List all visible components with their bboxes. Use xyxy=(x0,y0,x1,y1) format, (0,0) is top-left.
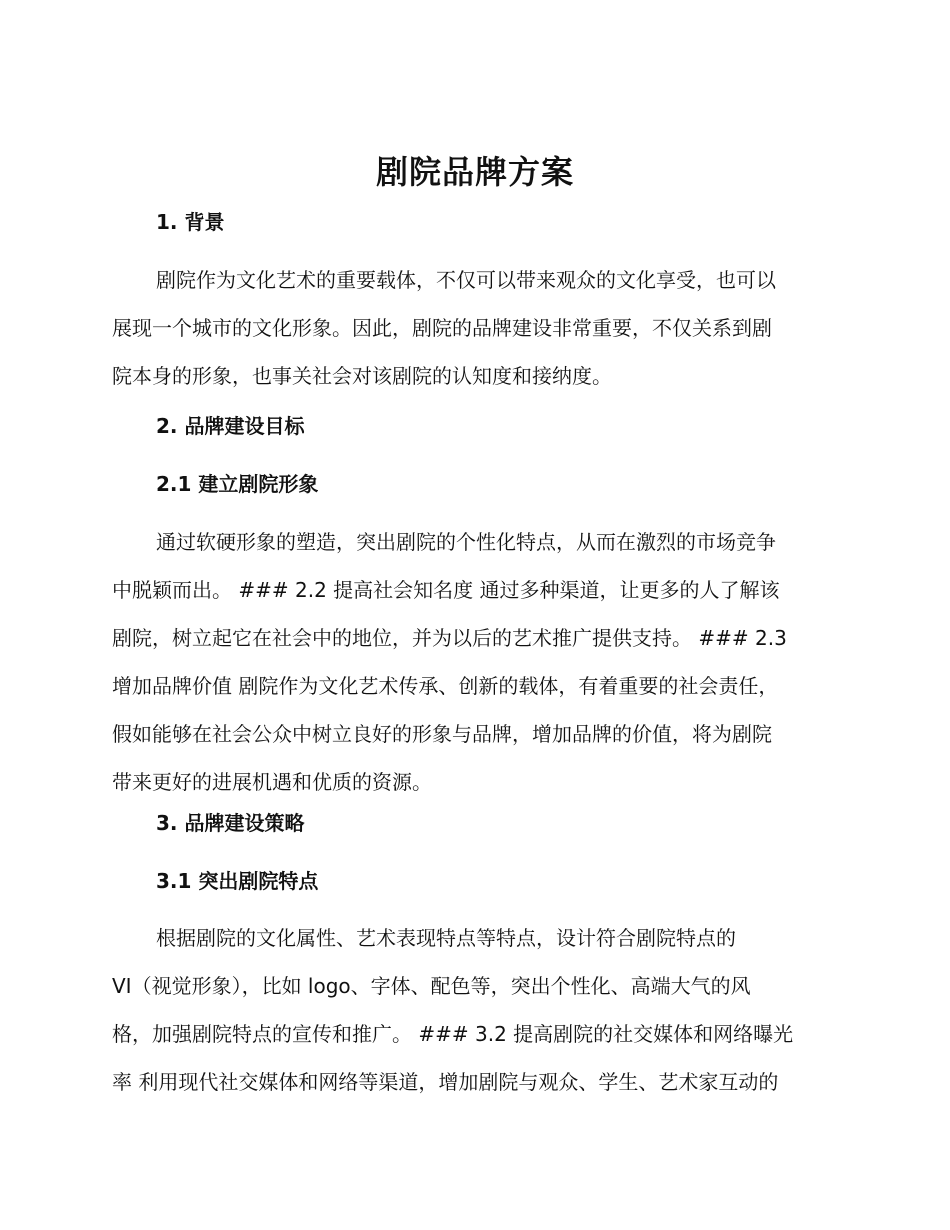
paragraph-line: 带来更好的进展机遇和优质的资源。 xyxy=(112,770,432,794)
section-heading-background: 1. 背景 xyxy=(156,210,225,234)
subsection-heading-build-image: 2.1 建立剧院形象 xyxy=(156,472,319,496)
paragraph-line: 假如能够在社会公众中树立良好的形象与品牌，增加品牌的价值，将为剧院 xyxy=(112,722,772,746)
subsection-heading-highlight-features: 3.1 突出剧院特点 xyxy=(156,869,319,893)
paragraph-line: 展现一个城市的文化形象。因此，剧院的品牌建设非常重要，不仅关系到剧 xyxy=(112,316,772,340)
paragraph-line: VI（视觉形象），比如 logo、字体、配色等，突出个性化、高端大气的风 xyxy=(112,974,751,998)
paragraph-build-image xyxy=(112,518,837,806)
paragraph-line: 剧院作为文化艺术的重要载体，不仅可以带来观众的文化享受，也可以 xyxy=(156,268,776,292)
paragraph-line: 率 利用现代社交媒体和网络等渠道，增加剧院与观众、学生、艺术家互动的 xyxy=(112,1070,779,1094)
paragraph-line: 增加品牌价值 剧院作为文化艺术传承、创新的载体，有着重要的社会责任， xyxy=(112,674,779,698)
paragraph-line: 中脱颖而出。 ### 2.2 提高社会知名度 通过多种渠道，让更多的人了解该 xyxy=(112,578,780,602)
paragraph-line: 剧院，树立起它在社会中的地位，并为以后的艺术推广提供支持。 ### 2.3 xyxy=(112,626,787,650)
section-heading-brand-goals: 2. 品牌建设目标 xyxy=(156,414,305,438)
paragraph-line: 格，加强剧院特点的宣传和推广。 ### 3.2 提高剧院的社交媒体和网络曝光 xyxy=(112,1022,794,1046)
paragraph-line: 院本身的形象，也事关社会对该剧院的认知度和接纳度。 xyxy=(112,364,612,388)
document-title: 剧院品牌方案 xyxy=(375,153,574,191)
section-heading-brand-strategy: 3. 品牌建设策略 xyxy=(156,811,305,835)
paragraph-background xyxy=(112,256,837,400)
paragraph-line: 通过软硬形象的塑造，突出剧院的个性化特点，从而在激烈的市场竞争 xyxy=(156,530,776,554)
paragraph-line: 根据剧院的文化属性、艺术表现特点等特点，设计符合剧院特点的 xyxy=(156,926,736,950)
paragraph-highlight-features xyxy=(112,914,837,1106)
